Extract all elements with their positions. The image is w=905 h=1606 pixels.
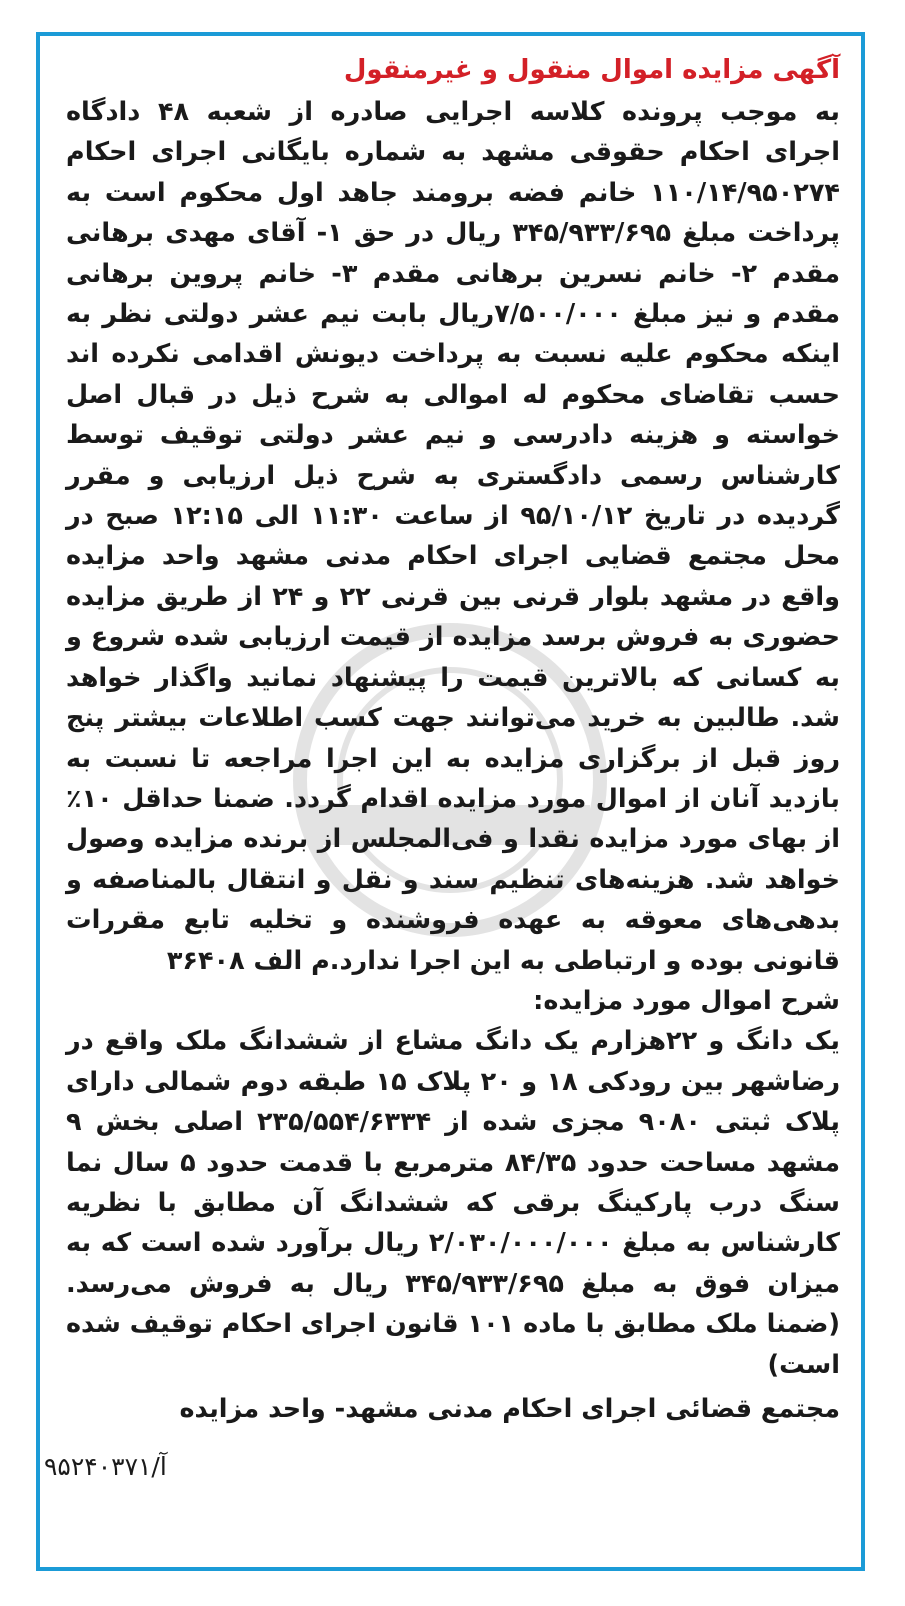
reference-code: آ/۹۵۲۴۰۳۷۱ xyxy=(44,1452,167,1481)
property-heading: شرح اموال مورد مزایده: xyxy=(533,985,840,1016)
notice-content xyxy=(66,48,840,1429)
notice-title: آگهی مزایده اموال منقول و غیرمنقول xyxy=(343,55,840,85)
issuer-signature: مجتمع قضائی اجرای احکام مدنی مشهد- واحد مزایده xyxy=(179,1394,840,1424)
notice-body: به موجب پرونده کلاسه اجرایی صادره از شعبه ۴۸ دادگاه اجرای احکام حقوقی مشهد به شماره بایگانی اجرای احکام ۱۱۰/۱۴/۹۵۰۲۷۴ خانم فضه برومند جاهد اول محکوم است به پرداخت مبلغ ۳۴۵/۹۳۳/۶۹۵ ریال در حق ۱- آقای مهدی برهانی مقدم ۲- خانم نسرین برهانی مقدم ۳- خانم پروین برهانی مقدم و نیز مبلغ ۷/۵۰۰/۰۰۰ریال بابت نیم عشر دولتی نظر به اینکه محکوم علیه نسبت به پرداخت دیونش اقدامی نکرده اند حسب تقاضای محکوم له اموالی به شرح ذیل در قبال اصل خواسته و هزینه دادرسی و نیم عشر دولتی توقیف توسط کارشناس رسمی دادگستری به شرح ذیل ارزیابی و مقرر گردیده در تاریخ ۹۵/۱۰/۱۲ از ساعت ۱۱:۳۰ الی ۱۲:۱۵ صبح در محل مجتمع قضایی اجرای احکام مدنی مشهد واحد مزایده واقع در مشهد بلوار قرنی بین قرنی ۲۲ و ۲۴ از طریق مزایده حضوری به فروش برسد مزایده از قیمت ارزیابی شده شروع و به کسانی که بالاترین قیمت را پیشنهاد نمانید واگذار خواهد شد. طالبین به خرید می‌توانند جهت کسب اطلاعات بیشتر پنج روز قبل از برگزاری مزایده به این اجرا مراجعه تا نسبت به بازدید آنان از اموال مورد مزایده اقدام گردد. ضمنا حداقل ۱۰٪ از بهای مورد مزایده نقدا و فی‌المجلس از برنده مزایده وصول خواهد شد. هزینه‌های تنظیم سند و نقل و انتقال بالمناصفه و بدهی‌های معوقه به عهده فروشنده و تخلیه تابع مقررات قانونی بوده و ارتباطی به این اجرا ندارد.م الف ۳۶۴۰۸ xyxy=(66,97,841,976)
property-description: یک دانگ و ۲۲هزارم یک دانگ مشاع از ششدانگ ملک واقع در رضاشهر بین رودکی ۱۸ و ۲۰ پلاک ۱۵ طبقه دوم شمالی دارای پلاک ثبتی ۹۰۸۰ مجزی شده از ۲۳۵/۵۵۴/۶۳۳۴ اصلی بخش ۹ مشهد مساحت حدود ۸۴/۳۵ مترمربع با قدمت حدود ۵ سال نما سنگ درب پارکینگ برقی که ششدانگ آن مطابق با نظریه کارشناس به مبلغ ۲/۰۳۰/۰۰۰/۰۰۰ ریال برآورد شده است که به میزان فوق به مبلغ ۳۴۵/۹۳۳/۶۹۵ ریال به فروش می‌رسد. (ضمنا ملک مطابق با ماده ۱۰۱ قانون اجرای احکام توقیف شده است) xyxy=(66,1026,840,1380)
